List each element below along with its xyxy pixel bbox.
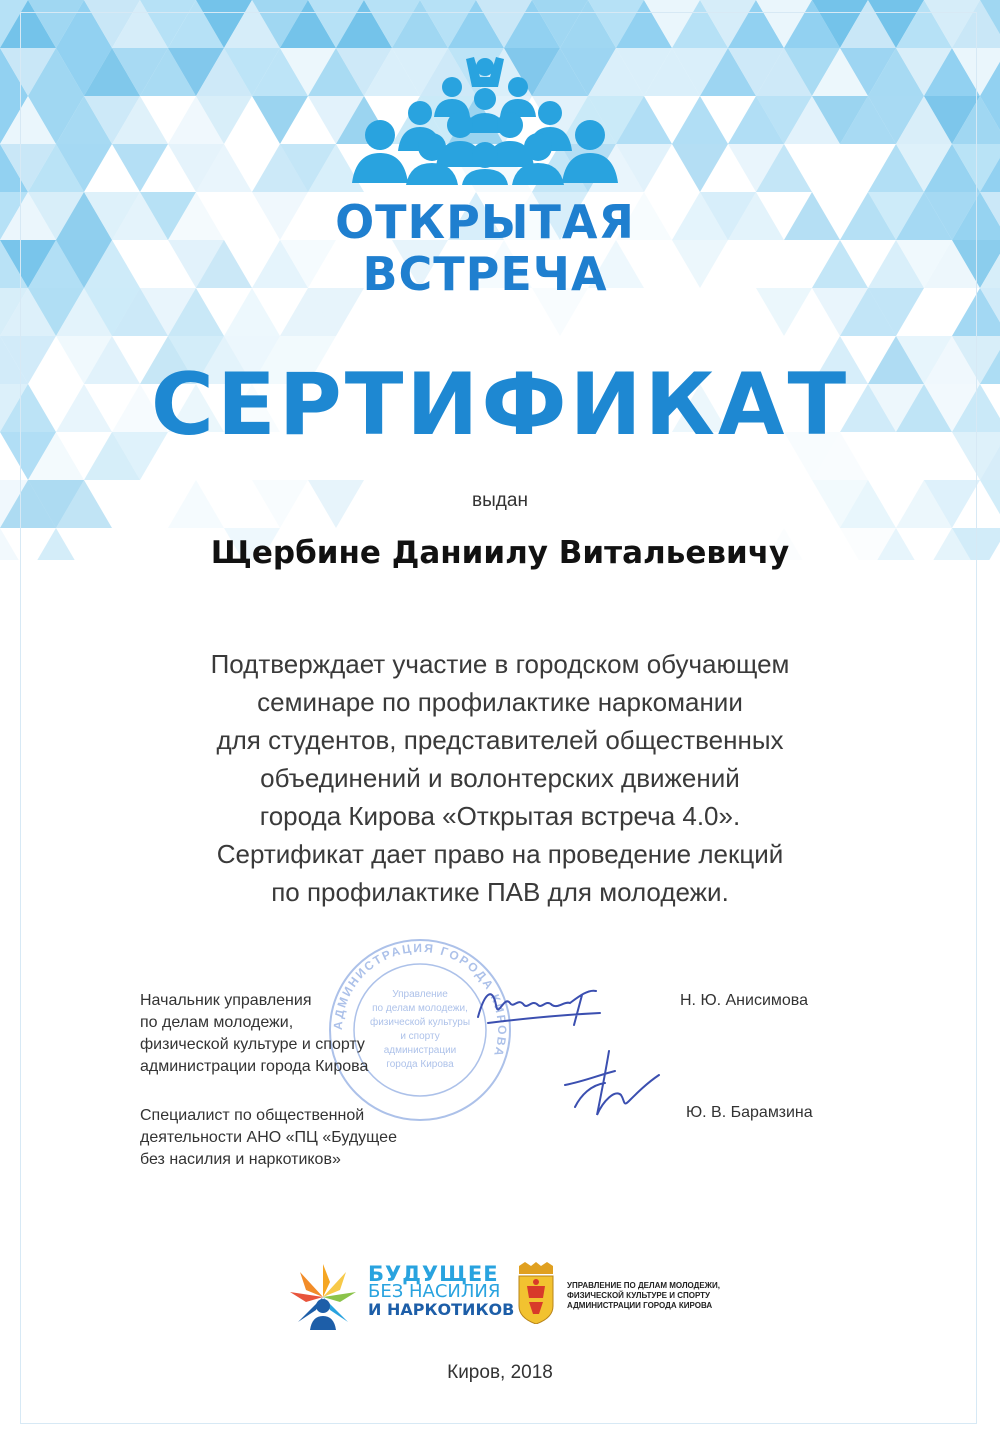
signatory-1-name: Н. Ю. Анисимова [680,992,808,1009]
dept-logo-line: ФИЗИЧЕСКОЙ КУЛЬТУРЕ И СПОРТУ [567,1291,711,1300]
event-logo [330,55,640,301]
kirov-coat-of-arms-icon [515,1262,557,1324]
body-line: семинаре по профилактике наркомании [257,687,743,717]
dept-logo-text [567,1281,727,1311]
logo-title-line1: ОТКРЫТАЯ [335,195,635,249]
body-line: Подтверждает участие в городском обучающем [210,649,790,679]
future-logo-line2: БЕЗ НАСИЛИЯ [368,1281,501,1302]
issued-label: выдан [472,490,528,511]
body-line: объединений и волонтерских движений [260,763,740,793]
dept-logo-line: УПРАВЛЕНИЕ ПО ДЕЛАМ МОЛОДЕЖИ, [567,1281,720,1290]
body-line: по профилактике ПАВ для молодежи. [271,877,729,907]
future-logo-line1: БУДУЩЕЕ [368,1262,499,1286]
stamp-center-line: физической культуры [369,1017,471,1028]
signature-1 [470,975,610,1035]
stamp-center-line: города Кирова [386,1059,454,1070]
body-line: города Кирова «Открытая встреча 4.0». [259,801,741,831]
body-line: для студентов, представителей общественных [216,725,784,755]
city-year: Киров, 2018 [447,1362,553,1383]
stamp-center-line: по делам молодежи, [372,1003,468,1014]
body-line: Сертификат дает право на проведение лекций [216,839,784,869]
signature-2 [555,1045,685,1120]
position-line: администрации города Кирова [140,1058,369,1075]
dept-logo-line: АДМИНИСТРАЦИИ ГОРОДА КИРОВА [567,1301,713,1310]
people-group-icon [340,55,630,185]
signatory-1-position [140,990,440,1078]
position-line: Начальник управления [140,992,312,1009]
logo-title-line2: ВСТРЕЧА [362,247,608,301]
position-line: физической культуре и спорту [140,1036,365,1053]
stamp-center-line: и спорту [400,1031,440,1042]
signatory-2-name: Ю. В. Барамзина [686,1104,813,1121]
signatory-2-position [140,1105,440,1171]
position-line: по делам молодежи, [140,1014,294,1031]
future-logo-text [368,1262,515,1319]
position-line: без насилия и наркотиков» [140,1151,341,1168]
position-line: Специалист по общественной [140,1107,365,1124]
position-line: деятельности АНО «ПЦ «Будущее [140,1129,397,1146]
future-logo-line3: И НАРКОТИКОВ [368,1300,515,1319]
stamp-center-line: Управление [392,989,448,1000]
stamp-ring-text: АДМИНИСТРАЦИЯ ГОРОДА КИРОВА [330,940,510,1060]
sun-person-icon [288,1262,358,1332]
certificate-body [120,645,880,911]
recipient-name: Щербине Даниилу Витальевичу [210,535,790,571]
certificate-title: СЕРТИФИКАТ [150,355,850,455]
stamp-center-line: администрации [383,1045,457,1056]
